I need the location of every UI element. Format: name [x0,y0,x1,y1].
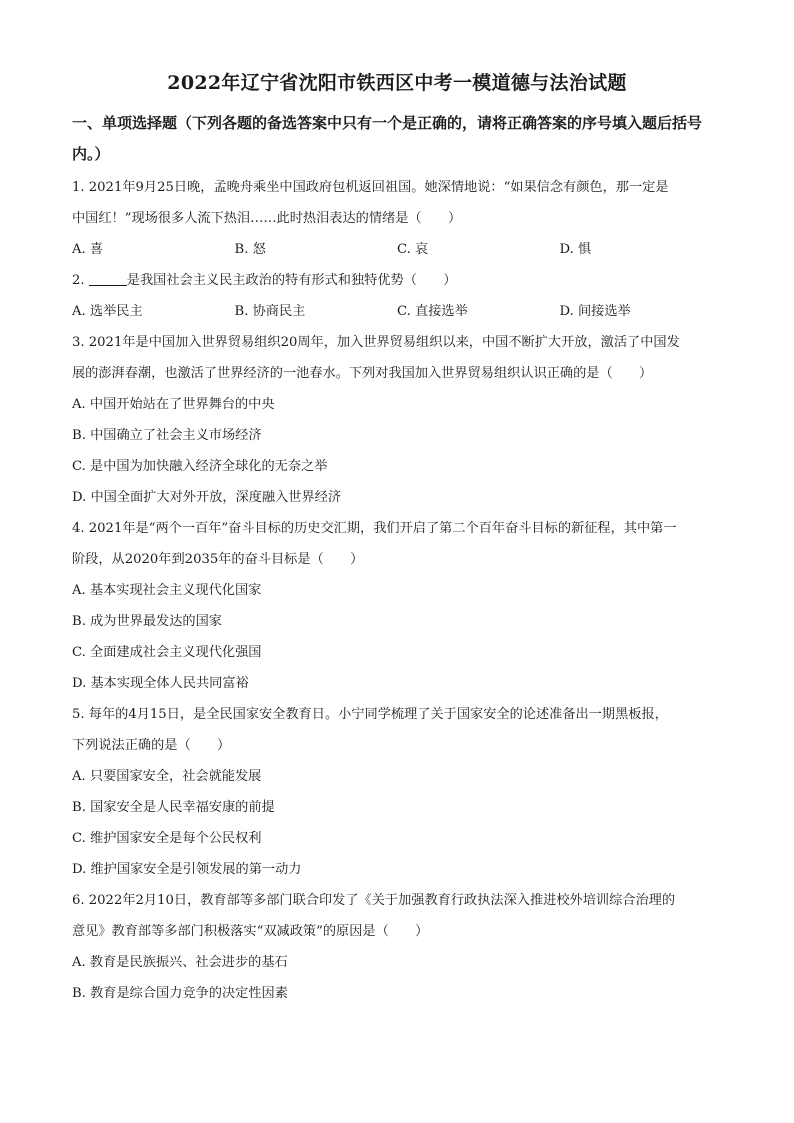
question-5 [72,699,722,885]
option-b[interactable]: B. 成为世界最发达的国家 [72,614,222,629]
option-a[interactable]: A. 基本实现社会主义现代化国家 [72,583,262,598]
question-stem-line: 6. 2022年2月10日，教育部等多部门联合印发了《关于加强教育行政执法深入推进校外培训综合治理的 [72,893,676,908]
fill-blank [89,271,127,286]
option-c[interactable]: C. 是中国为加快融入经济全球化的无奈之举 [72,459,328,474]
option-a[interactable]: A. 只要国家安全，社会就能发展 [72,769,262,784]
question-stem-line: 1. 2021年9月25日晚，孟晚舟乘坐中国政府包机返回祖国。她深情地说：“如果信念有颜色，那一定是 [72,180,669,195]
option-d[interactable]: D. 间接选举 [559,304,631,319]
question-number: 2. [72,273,89,288]
option-c[interactable]: C. 维护国家安全是每个公民权利 [72,831,262,846]
option-d[interactable]: D. 中国全面扩大对外开放，深度融入世界经济 [72,490,342,505]
question-stem-line: 展的澎湃春潮，也激活了世界经济的一池春水。下列对我国加入世界贸易组织认识正确的是（ ） [72,366,653,381]
option-b[interactable]: B. 怒 [234,242,266,257]
option-d[interactable]: D. 惧 [559,242,592,257]
question-stem-line: 中国红！”现场很多人流下热泪……此时热泪表达的情绪是（ ） [72,211,462,226]
question-stem-line [72,265,722,296]
option-c[interactable]: C. 哀 [397,242,429,257]
question-stem-line: 下列说法正确的是（ ） [72,738,231,753]
question-stem-line: 3. 2021年是中国加入世界贸易组织20周年，加入世界贸易组织以来，中国不断扩大开放，激活了中国发 [72,335,680,350]
question-stem-line: 4. 2021年是“两个一百年”奋斗目标的历史交汇期，我们开启了第二个百年奋斗目标的新征程，其中第一 [72,521,677,536]
option-c[interactable]: C. 直接选举 [397,304,468,319]
question-3 [72,327,722,513]
option-b[interactable]: B. 中国确立了社会主义市场经济 [72,428,262,443]
question-1 [72,172,722,265]
options-row [72,296,722,327]
question-stem-text: 是我国社会主义民主政治的特有形式和独特优势（ ） [126,273,457,288]
question-stem-line: 5. 每年的4月15日，是全民国家安全教育日。小宁同学梳理了关于国家安全的论述准备出一期黑板报， [72,707,668,722]
option-b[interactable]: B. 国家安全是人民幸福安康的前提 [72,800,275,815]
section-heading: 一、单项选择题（下列各题的备选答案中只有一个是正确的，请将正确答案的序号填入题后括号内。） [72,114,703,163]
question-stem-line: 阶段，从2020年到2035年的奋斗目标是（ ） [72,552,364,567]
option-b[interactable]: B. 教育是综合国力竞争的决定性因素 [72,986,288,1001]
options-row [72,234,722,265]
option-a[interactable]: A. 中国开始站在了世界舞台的中央 [72,397,275,412]
option-d[interactable]: D. 维护国家安全是引领发展的第一动力 [72,862,302,877]
option-a[interactable]: A. 选举民主 [72,304,143,319]
page-title: 2022年辽宁省沈阳市铁西区中考一模道德与法治试题 [167,72,627,94]
option-a[interactable]: A. 喜 [72,242,104,257]
option-d[interactable]: D. 基本实现全体人民共同富裕 [72,676,249,691]
option-c[interactable]: C. 全面建成社会主义现代化强国 [72,645,262,660]
option-a[interactable]: A. 教育是民族振兴、社会进步的基石 [72,955,288,970]
question-2 [72,265,722,327]
question-6 [72,885,722,1009]
question-4 [72,513,722,699]
option-b[interactable]: B. 协商民主 [234,304,306,319]
question-stem-line: 意见》教育部等多部门积极落实“双减政策”的原因是（ ） [72,924,429,939]
